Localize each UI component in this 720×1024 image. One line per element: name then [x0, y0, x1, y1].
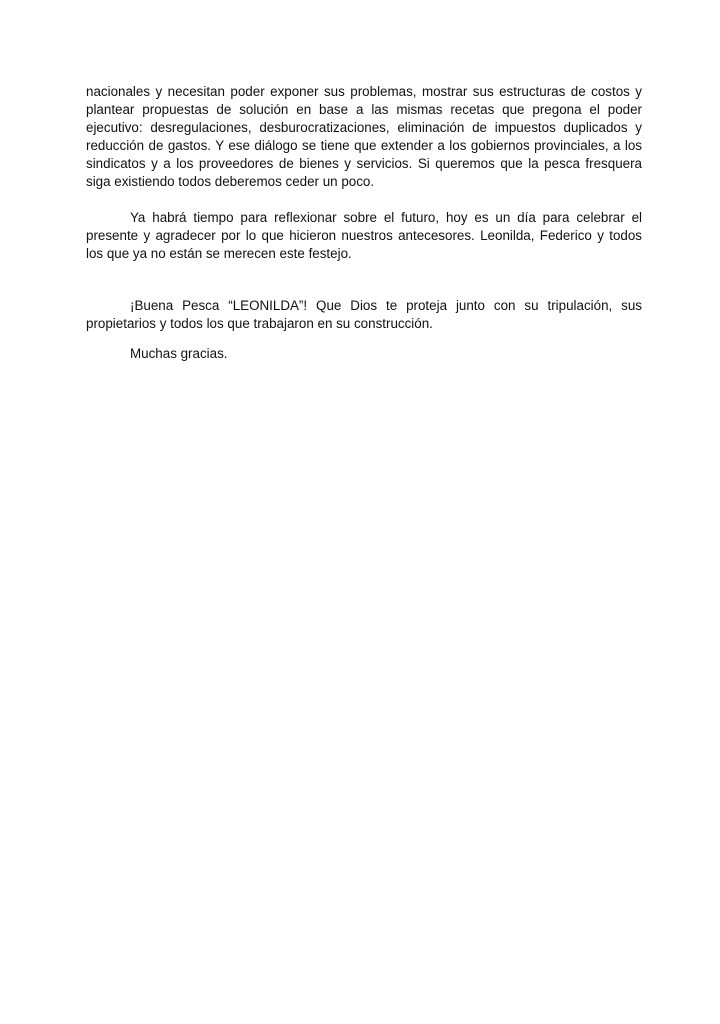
- paragraph-dialogue: nacionales y necesitan poder exponer sus problemas, mostrar sus estructuras de costos y plantear propuestas de solución en base a las mismas recetas que pregona el poder ejecutivo: desregulaciones, desburocratizaciones, eliminación de impuestos duplicados y reducción de gastos. Y ese diálogo se tiene que extender a los gobiernos provinciales, a los sindicatos y a los proveedores de bienes y servicios. Si queremos que la pesca fresquera siga existiendo todos deberemos ceder un poco.: [86, 84, 642, 190]
- paragraph-celebration: Ya habrá tiempo para reflexionar sobre el futuro, hoy es un día para celebrar el presente y agradecer por lo que hicieron nuestros antecesores. Leonilda, Federico y todos los que ya no están se merecen este festejo.: [86, 210, 642, 262]
- paragraph-good-fishing: ¡Buena Pesca “LEONILDA”! Que Dios te proteja junto con su tripulación, sus propietarios y todos los que trabajaron en su construcción.: [86, 298, 642, 332]
- paragraph-thanks: Muchas gracias.: [130, 346, 228, 361]
